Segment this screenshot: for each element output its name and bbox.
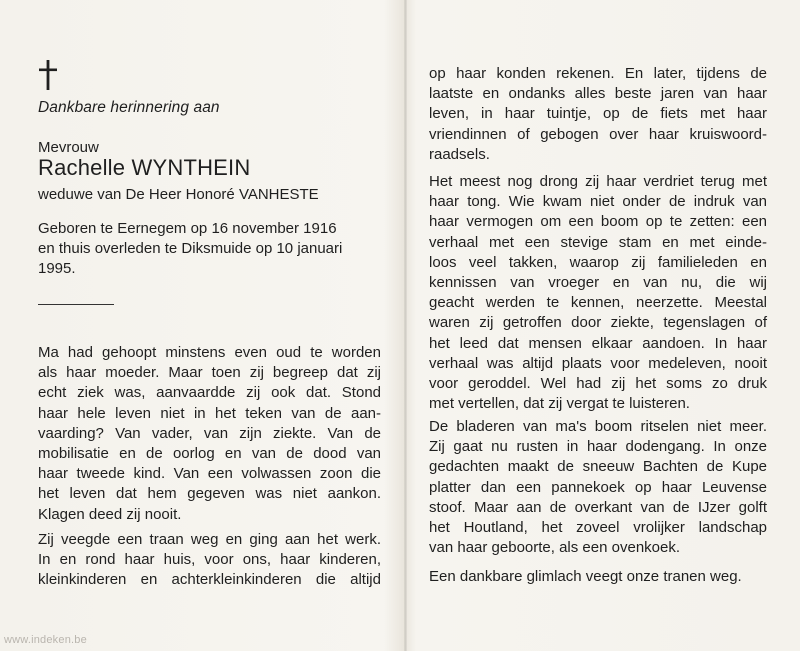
text-line: laatste en ondanks alles beste jaren van haar <box>429 85 767 103</box>
text-line: Zij veegde een traan weg en ging aan het werk. <box>38 531 381 548</box>
divider <box>38 304 114 305</box>
deceased-name: Rachelle WYNTHEIN <box>38 155 251 180</box>
text-line: echt ziek was, aanvaardde zij ook dat. Stond <box>38 384 381 402</box>
right-paragraph-2 <box>429 172 767 414</box>
born-line: en thuis overleden te Diksmuide op 10 januari <box>38 240 343 257</box>
birth-death-info <box>38 219 390 279</box>
text-line: In en rond haar huis, voor ons, haar kinderen, <box>38 551 381 569</box>
text-line: met vertellen, dat zij vergat te luisteren. <box>429 395 690 413</box>
text-line: kleinkinderen en achterkleinkinderen die altijd <box>38 571 381 589</box>
right-paragraph-3 <box>429 417 767 558</box>
text-line: het leven dat hem gegeven was niet aankon. <box>38 485 381 503</box>
text-line: geacht werden te kennen, neerzette. Meestal <box>429 294 767 312</box>
text-line: stoof. Maar aan de overkant van de IJzer golft <box>429 498 767 516</box>
text-line: verhaal was altijd plaats voor medeleven, nooit <box>429 354 767 372</box>
text-line: haar tong. Wie kwam niet onder de indruk van <box>429 193 767 211</box>
text-line: vriendinnen of gebogen over haar kruiswoord- <box>429 125 767 143</box>
text-line: waren zij getroffen door ziekte, tegenslagen of <box>429 314 767 332</box>
intro-text: Dankbare herinnering aan <box>38 99 220 116</box>
text-line: Zij gaat nu rusten in haar dodengang. In onze <box>429 438 767 456</box>
text-line: Klagen deed zij nooit. <box>38 505 182 523</box>
text-line: het leed dat mensen elkaar aandoen. In haar <box>429 334 767 352</box>
text-line: mobilisatie en de oorlog en van de dood van <box>38 445 381 463</box>
text-line: haar vermogen om een boom op te zetten: een <box>429 213 767 231</box>
left-paragraph-2 <box>38 530 381 591</box>
text-line: raadsels. <box>429 145 490 163</box>
text-line: leven, in haar tuintje, op de fiets met haar <box>429 105 767 123</box>
text-line: van haar geboorte, als een ovenkoek. <box>429 539 681 557</box>
text-line: haar tweede kind. Van een volwassen zoon die <box>38 465 381 483</box>
honorific: Mevrouw <box>38 139 99 156</box>
text-line: Ma had gehoopt minstens even oud te worden <box>38 344 381 361</box>
right-paragraph-1 <box>429 64 767 165</box>
born-line: Geboren te Eernegem op 16 november 1916 <box>38 220 337 237</box>
text-line: kennissen van vroeger en van nu, die wij <box>429 274 767 292</box>
left-paragraph-1 <box>38 343 381 525</box>
born-line: 1995. <box>38 260 76 277</box>
text-line: als haar moeder. Maar toen zij begreep dat zij <box>38 364 381 382</box>
text-line: Het meest nog drong zij haar verdriet terug met <box>429 173 767 190</box>
text-line: verhaal met een stevige stam en met einde- <box>429 233 767 251</box>
text-line: Een dankbare glimlach veegt onze tranen weg. <box>429 568 742 585</box>
watermark: www.indeken.be <box>4 634 87 646</box>
text-line: het Houtland, het zoveel vrolijker landschap <box>429 519 767 537</box>
spouse-line: weduwe van De Heer Honoré VANHESTE <box>38 186 319 203</box>
card-fold <box>404 0 407 651</box>
text-line: gedachten maakt de sneeuw Bachten de Kupe <box>429 458 767 476</box>
text-line: De bladeren van ma's boom ritselen niet meer. <box>429 418 767 435</box>
text-line: vaarding? Van vader, van zijn ziekte. Van de <box>38 424 381 442</box>
text-line: loos veel takken, waarop zij familieleden en <box>429 253 767 271</box>
text-line: voor geroddel. Wel had zij het soms zo druk <box>429 375 767 393</box>
text-line: platter dan een pannekoek op haar Leuvense <box>429 478 767 496</box>
text-line: op haar konden rekenen. En later, tijdens de <box>429 65 767 82</box>
right-paragraph-4 <box>429 567 774 587</box>
text-line: haar hele leven niet in het teken van de aan- <box>38 404 381 422</box>
cross-icon <box>38 60 58 90</box>
